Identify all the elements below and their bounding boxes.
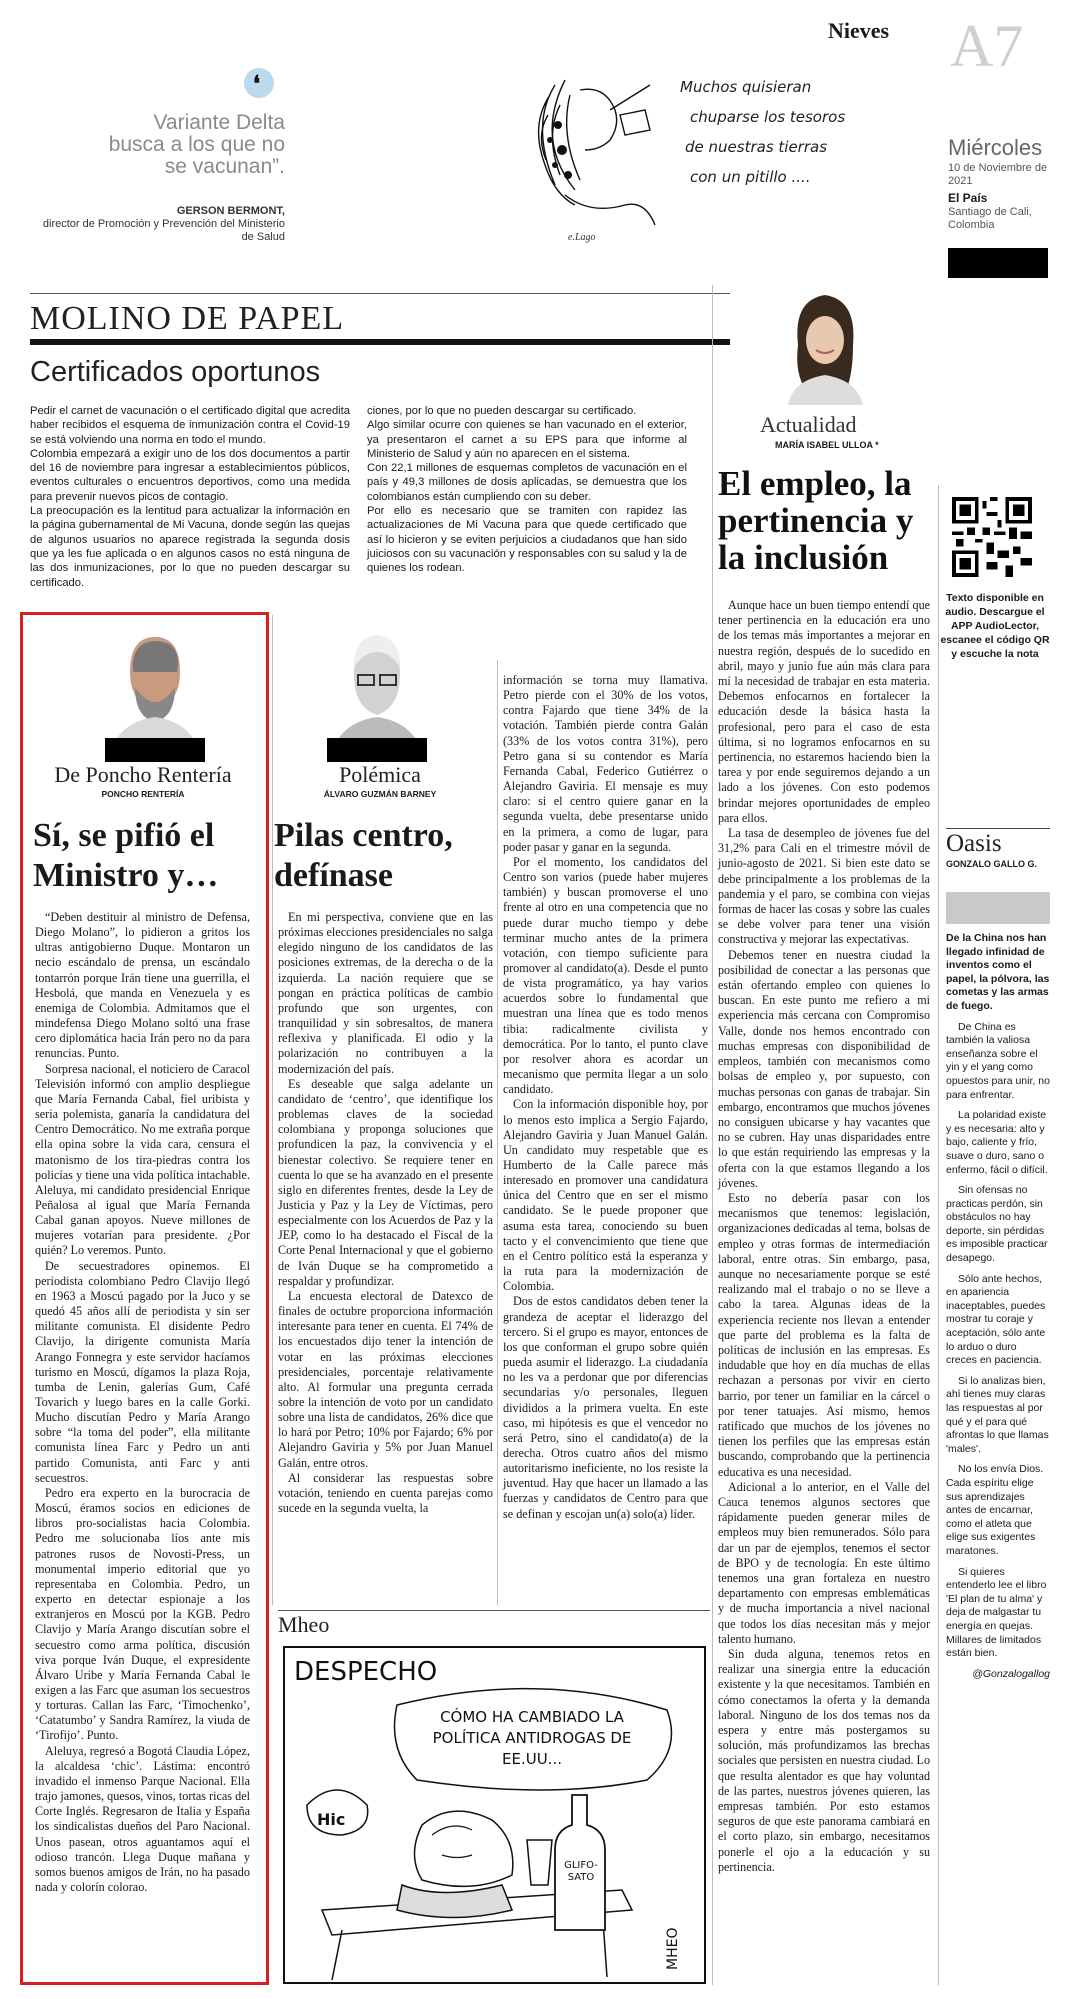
editorial-paragraph: Por ello es necesario que se tramiten con rapidez las actualizaciones de Mi Vacuna para que quede certificado que así lo hicieron y se eviten perjuicios a ciudadanos que han sido juiciosos con su vacunación y responsables con su salud y la de quienes los rodean.: [367, 505, 687, 575]
author-photo: [327, 627, 427, 752]
quote-author-role: director de Promoción y Prevención del Ministerio de Salud: [42, 218, 285, 243]
cartoon-title: DESPECHO: [294, 1657, 438, 1687]
quote-mark-icon: [244, 68, 274, 98]
article-headline: El empleo, la pertinencia y la inclusión: [718, 464, 914, 577]
qr-code-icon[interactable]: [952, 497, 1032, 577]
section-rule: [946, 828, 1050, 829]
oasis-title: Oasis: [946, 830, 1002, 857]
column-divider: [497, 660, 498, 1605]
oasis-paragraph: Sólo ante hechos, en apariencia inaceptables, puedes mostrar tu coraje y aceptación, sólo ante lo arduo o duro creces en paciencia.: [946, 1272, 1046, 1367]
column-label: Actualidad: [760, 412, 857, 437]
oasis-paragraph: De China es también la valiosa enseñanza sobre el yin y el yang como opuestos para unir, no para enfrentar.: [946, 1020, 1050, 1101]
author-photo: [105, 627, 205, 752]
cartoon-line: Muchos quisieran: [680, 78, 812, 96]
article-paragraph: Sin duda alguna, tenemos retos en realizar una sinergia entre la educación existente y la que necesitamos. También en cómo conectamos la oferta y la demanda laboral. Ninguno de los dos temas nos da espera y entre más postergamos su solución, más profundizamos las brechas sociales que persisten en nuestra ciudad. Lo que resulta alentador es que hay voluntad de las partes, nuestros jóvenes quieren, las empresas también. Por esto estamos seguros de que este panorama cambiará en el corto plazo, sin embargo, necesitamos ponerle el ojo a la educación y su pertinencia.: [718, 1647, 930, 1874]
editorial-paragraph: ciones, por lo que no pueden descargar su certificado.: [367, 405, 637, 417]
article-paragraph: Es deseable que salga adelante un candidato de ‘centro’, que identifique los problemas claves de la sociedad colombiana y proponga soluciones que profundicen la paz, la convivencia y el bienestar colectivo. Se requiere tener en cuenta lo que se ha avanzado en el presente siglo en diferentes frentes, desde la Ley de Justicia y Paz y la Ley de Víctimas, pero especialmente con los Acuerdos de Paz y la JEP, como lo ha destacado el Fiscal de la Corte Penal Internacional y que el gobierno de Iván Duque se ha comprometido a respaldar y profundizar.: [278, 1076, 493, 1288]
article-paragraph: Aleluya, regresó a Bogotá Claudia López, la alcaldesa ‘chic’. Lástima: encontró invadido el inmenso Parque Nacional. Ella trajo jamones, quesos, vinos, tortas ricas del Corte Inglés. Regresaron de Italia y España los sindicalistas dueños del Paro Nacional. Unos pasean, otros aguantamos aquí el odioso trancón. Llega Duque mañana y somos buenos amigos de Irán, no ha pasado nada y colorín colorao.: [35, 1743, 250, 1894]
editorial-column-2: [367, 404, 687, 576]
article-body-continued: [503, 673, 708, 1522]
article-paragraph: “Deben destituir al ministro de Defensa, Diego Molano”, lo pidieron a gritos los ultras antigobierno Duque. Montaron un necio escándalo de prensa, un escándalo tontarrón porque Irán tiene una guerrilla, el Hesbolá, que manda en Venezuela y es enemiga de Colombia. Admitamos que el mindefensa Diego Molano soltó una frase cero diplomática hacia Irán pero no da para renuncias. Punto.: [35, 910, 250, 1061]
editorial-section-title: MOLINO DE PAPEL: [30, 300, 345, 337]
article-headline: Pilas centro, defínase: [274, 817, 453, 894]
article-paragraph: Dos de estos candidatos deben tener la grandeza de aceptar el liderazgo del tercero. Si el grupo es mayor, entonces de los que conforman el grupo sobre quién pueda asumir el liderazgo. La ciudadanía no les va a perdonar que por diferencias secundarias y/o personales, lleguen divididos a la primera vuelta. En este caso, mi hipótesis es que el vencedor no será Petro, sino el candidato(a) de la derecha. Otros cuatro años del mismo autoritarismo ineficiente, no los resiste la juventud. Hay que hacer un llamado a las fuerzas y candidatos de Centro para que se definan y escojan un(a) solo(a) líder.: [503, 1294, 708, 1521]
paper-name: El País: [948, 191, 988, 205]
article-paragraph: Debemos tener en nuestra ciudad la posibilidad de conectar a las personas que están ofertando empleo con quienes lo buscan. En este punto me refiero a mi experiencia más cercana con Compromiso Valle, donde nos hemos encontrado con muchas empresas con disponibilidad de empleos, también con mecanismos como bolsas de empleo y, por supuesto, con muchas personas con ganas de trabajar. Sin embargo, encontramos que muchos jóvenes no consiguen ubicarse y hay vacantes que no se cubren. Hay unas disparidades entre lo que están requiriendo las empresas y la oferta con la que estamos llegando a los jóvenes.: [718, 947, 930, 1190]
column-author: ÁLVARO GUZMÁN BARNEY: [323, 789, 437, 799]
oasis-paragraph: Si lo analizas bien, ahí tienes muy claras las respuestas al por qué y el para qué afrontas lo que llamas 'males'.: [946, 1374, 1049, 1455]
section-label: Nieves: [828, 18, 890, 43]
cartoon-section-label: Mheo: [278, 1612, 330, 1637]
article-paragraph: La encuesta electoral de Datexco de finales de octubre proporciona información interesante para tener en cuenta. El 74% de los encuestados dijo tener la intención de votar en las próximas elecciones presidenciales, porcentaje relativamente alto. Al formular una pregunta cerrada sobre la intención de voto por un candidato sobre una lista de candidatos, 26% dice que lo hará por Petro; 10% por Fajardo; 6% por Alejandro Gaviria y 5% por Juan Manuel Galán, entre otros.: [278, 1288, 493, 1470]
quote-glyph: ❛: [253, 71, 261, 96]
cartoon-signature: MHEO: [665, 1927, 681, 1970]
redaction-bar: [105, 738, 205, 762]
editorial-paragraph: Algo similar ocurre con quienes se han vacunado en el exterior, ya presentaron el carnet a su EPS para que informe al Ministerio de Salud y aún no aparecen en el sistema.: [367, 419, 687, 460]
cartoon-signature: e.Lago: [568, 232, 596, 243]
article-body: [278, 910, 493, 1516]
cartoon-caption: [680, 72, 920, 192]
pull-quote: Variante Delta busca a los que no se vacunan”.: [108, 111, 285, 178]
section-rule-thick: [30, 339, 730, 345]
section-rule: [278, 1610, 710, 1611]
oasis-paragraph: Si quieres entenderlo lee el libro 'El plan de tu alma' y deja de malgastar tu energía en quejas. Millares de limitados están bien.: [946, 1565, 1047, 1660]
cartoon-line: de nuestras tierras: [685, 138, 828, 156]
article-paragraph: En mi perspectiva, conviene que en las próximas elecciones presidenciales no salga elegido ninguno de los candidatos de las posiciones extremas, de la derecha o de la izquierda. La nación requiere que se pongan en práctica políticas de cambio profundo que son urgentes, con tranquilidad y sin sobresaltos, de manera reflexiva y planificada. El odio y la polarización no contribuyen a la modernización del país.: [278, 910, 493, 1076]
editorial-paragraph: Pedir el carnet de vacunación o el certificado digital que acredita haber recibidos el esquema de inmunización contra el Covid-19 se está volviendo una norma en todo el mundo.: [30, 405, 350, 446]
editorial-cartoon: [282, 1645, 707, 1985]
article-headline: Sí, se pifió el Ministro y…: [33, 817, 219, 894]
oasis-image-placeholder: [946, 892, 1050, 924]
column-divider: [712, 285, 713, 1985]
cartoon-speech: CÓMO HA CAMBIADO LA POLÍTICA ANTIDROGAS DE EE.UU...: [432, 1708, 632, 1768]
qr-caption: Texto disponible en audio. Descargue el APP AudioLector, escanee el código QR y escuche la nota: [940, 592, 1050, 660]
editorial-paragraph: Con 22,1 millones de esquemas completos de vacunación en el país y 49,3 millones de dosis aplicadas, se demuestra que los colombianos están cumpliendo con su deber.: [367, 462, 687, 503]
column-label: De Poncho Rentería: [54, 762, 232, 787]
dateline-day: Miércoles: [948, 135, 1043, 160]
article-paragraph: Con la información disponible hoy, por lo menos esto implica a Sergio Fajardo, Alejandro Gaviria y Juan Manuel Galán. Un candidato muy respetable que es Humberto de la Calle parece más interesado en promover una candidatura única del Centro que en ser el mismo candidato. Se le puede proponer que asuma esta tarea, conociendo su buen tacto y el convencimiento que tiene que en el Centro político está la esperanza y la ruta para la modernización de Colombia.: [503, 1097, 708, 1294]
column-author: PONCHO RENTERÍA: [101, 789, 185, 799]
article-paragraph: información se torna muy llamativa. Petro pierde con el 30% de los votos, contra Fajardo que tiene 34% de la votación. También pierde contra Galán (33% de los votos contra 31%), pero Petro gana si su contendor es María Fernanda Cabal, Federico Gutiérrez o Alejandro Gaviria. El mensaje es muy claro: si el centro quiere ganar en la segunda vuelta, debe presentarse unido en la primera, a como de lugar, para poder pasar y ganar en la segunda.: [503, 673, 708, 854]
oasis-lead: De la China nos han llegado infinidad de inventos como el papel, la pólvora, las cometas y las armas de fuego.: [946, 932, 1050, 1012]
redaction-block: [948, 248, 1048, 278]
author-photo: [778, 285, 873, 405]
editorial-paragraph: La preocupación es la lentitud para actualizar la información en la página gubernamental de Mi Vacuna, donde según las quejas de algunos usuarios no aparece registrada la segunda dosis que ya les fue aplicada o en algunos casos no está ninguna de las dos inmunizaciones, por lo que no pueden descargar su certificado.: [30, 505, 350, 589]
column-divider: [272, 615, 273, 1605]
oasis-paragraph: Sin ofensas no practicas perdón, sin obstáculos no hay deporte, sin pérdidas es imposible practicar desapego.: [946, 1184, 1048, 1265]
article-paragraph: Por el momento, los candidatos del Centro son varios (puede haber mujeres también) y buscan promoverse el uno frente al otro en una competencia que no puede durar mucho tiempo y debe terminar mucho antes de la primera votación, con tiempo suficiente para promover al candidato(a). Desde el punto de vista programático, ya hay varios acuerdos sobre lo fundamental que muestran una línea que es todo menos tibia: radicalmente civilista y democrática. Por lo tanto, el punto clave por resolver ahora es acordar un mecanismo que permita llegar a un solo candidato.: [503, 854, 708, 1097]
cartoon-line: con un pitillo ....: [690, 168, 811, 186]
article-paragraph: Al considerar las respuestas sobre votación, teniendo en cuenta parejas como sucede en la segunda vuelta, la: [278, 1470, 493, 1516]
article-paragraph: Adicional a lo anterior, en el Valle del Cauca tenemos algunos sectores que rápidamente pueden generar miles de empleos muy bien remunerados. Sólo para dar un par de ejemplos, tenemos el sector de BPO y de tecnología. En este último tenemos una gran fortaleza en nuestro departamento con empresas emblemáticas y de mucha importancia a nivel nacional que todos los días necesitan más y mejor talento humano.: [718, 1479, 930, 1646]
editorial-paragraph: Colombia empezará a exigir uno de los dos documentos a partir del 16 de noviembre para ingresar a establecimientos públicos, eventos culturales o encuentros deportivos, como una medida para prevenir nuevos picos de contagio.: [30, 447, 350, 503]
oasis-paragraph: La polaridad existe y es necesaria: alto y bajo, caliente y frío, suave o duro, sano o enfermo, fácil o difícil.: [946, 1109, 1048, 1176]
editorial-column-1: [30, 404, 350, 612]
editorial-title: Certificados oportunos: [30, 356, 321, 388]
article-body: [35, 910, 250, 1895]
cartoon-hic: Hic: [317, 1810, 346, 1829]
article-paragraph: Pedro era experto en la burocracia de Moscú, éramos socios en ediciones de libros pro-socialistas hacia Colombia. Pedro me solucionaba líos ante mis patrones rusos de Novosti-Press, un monumental imperio editorial que yo representaba en Colombia. Pedro, un experto en detectar espionaje a los extranjeros en Moscú por la KGB. Pedro Clavijo y María Arango discutían sobre el secuestro como arma política, discusión viva porque Iván Duque, el expresidente Álvaro Uribe y María Fernanda Cabal le exigen a las Farc que asuman los secuestros y torturas. Callan las Farc, ‘Timochenko’, ‘Catatumbo’ y Sandra Ramírez, la viuda de ‘Tirofijo’. Punto.: [35, 1485, 250, 1743]
article-paragraph: La tasa de desempleo de jóvenes fue del 31,2% para Cali en el trimestre móvil de junio-agosto de 2021. Si bien este dato se debe principalmente a los problemas de la pandemia y el paro, se combina con viejas formas de hacer las cosas y sobre las cuales se debe volver para tener una visión constructiva y mejorar las expectativas.: [718, 826, 930, 947]
column-author: MARÍA ISABEL ULLOA *: [775, 440, 879, 450]
oasis-paragraph: No los envía Dios. Cada espíritu elige sus aprendizajes antes de encarnar, como el atleta que elige sus exigentes maratones.: [946, 1463, 1044, 1557]
article-paragraph: De secuestradores opinemos. El periodista colombiano Pedro Clavijo llegó en 1963 a Moscú pagado por la Juco y se quedó 45 años allí de periodista y sin ser militante comunista. El disidente Pedro Clavijo, la dirigente comunista María Arango Fonnegra y este servidor hacíamos turismo en Moscú, dígamos la plaza Roja, tumba de Lenin, galerías Gum, Café Tovarich y luego bares en la calle Gorki. Mucho discutían Pedro y María Arango sobre “la toma del poder”, ella militante comunista línea Farc y Pedro un anti partido Comunista, anti Farc y anti secuestros.: [35, 1258, 250, 1485]
article-paragraph: Esto no debería pasar con los mecanismos que tenemos: legislación, organizaciones dedicadas al tema, bolsas de empleo y otras formas de intermediación laboral, entre otras. Sin embargo, pasa, aunque no necesariamente porque se esté realizando mal el trabajo o no se lleve a cabo la tarea. Algunas ideas de la experiencia reciente nos llevan a entender que parte del problema es la falta de políticas de inclusión en las empresas. Es indudable que hoy en día muchas de ellas rechazan a personas por vivir en cierto barrio, por tener un familiar en la cárcel o por tener tatuajes. Así mismo, hemos ratificado que muchos de los jóvenes no tienen los perfiles que las empresas están buscando, comprobando que la pertinencia educativa es una necesidad.: [718, 1190, 931, 1479]
page-number: A7: [950, 13, 1024, 79]
paper-city: Santiago de Cali, Colombia: [948, 206, 1032, 231]
column-divider: [938, 485, 939, 1985]
cartoon-line: chuparse los tesoros: [690, 108, 846, 126]
article-paragraph: Sorpresa nacional, el noticiero de Caracol Televisión informó con amplio despliegue que María Fernanda Cabal, fiel uribista y seria polemista, ganaría la candidatura del Centro Democrático. No me extraña porque ella opina sobre la vida cara, censura el matonismo de los tira-piedras contra los policías y tiene una vida política intachable. Aleluya, mi candidato presidencial Enrique Peñalosa al igual que María Fernanda Cabal ganan apoyos. Nueve millones de mujeres votarían para presidente. ¿Por quién? Lo veremos. Punto.: [35, 1061, 250, 1258]
section-rule: [30, 293, 730, 294]
column-label: Polémica: [339, 762, 421, 787]
oasis-handle: @Gonzalogallog: [972, 1667, 1050, 1680]
quote-author-name: GERSON BERMONT,: [176, 205, 285, 217]
quote-attribution: [40, 205, 285, 244]
article-paragraph: Aunque hace un buen tiempo entendí que tener pertinencia en la educación era uno de los temas más importantes a mejorar en nuestra región, después de lo sucedido en abril, mayo y junio fue aún más clara para mí la necesidad de trabajar en esta materia. Debemos enfocarnos en fortalecer la educación desde la básica hasta la profesional, pero para el caso de esta última, si no logramos enfocarnos en su pertinencia, no estaremos haciendo bien la tarea y por ende seguiremos dejando a un lado a los jóvenes. Con esto podemos brindar mejores oportunidades de empleo para ellos.: [718, 598, 930, 825]
dateline-date: 10 de Noviembre de 2021: [948, 162, 1048, 187]
article-body: [718, 598, 930, 1875]
oasis-body: [946, 932, 1050, 1688]
bottle-label: GLIFO-SATO: [564, 1860, 598, 1883]
oasis-author: GONZALO GALLO G.: [946, 859, 1037, 869]
redaction-bar: [327, 738, 427, 762]
